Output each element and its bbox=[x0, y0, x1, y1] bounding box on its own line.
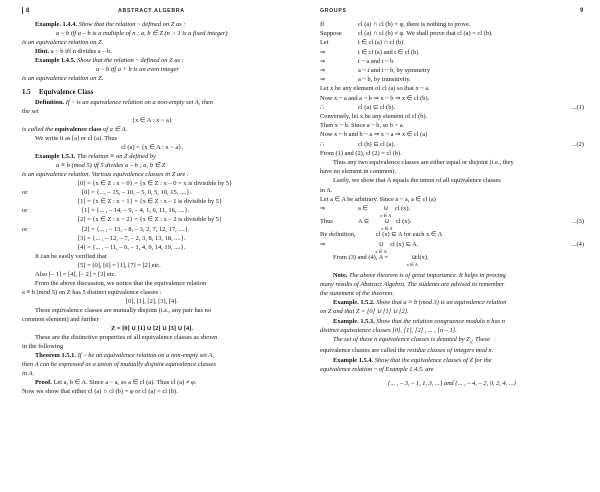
implication-text-1: t ∈ cl (a) and t ∈ cl (b) bbox=[358, 48, 419, 56]
therefore-icon-2: ∴ bbox=[320, 140, 325, 148]
from-1-and-2-line: From (1) and (2), cl (2) = cl (b). bbox=[320, 149, 402, 157]
section-title: Equivalence Class bbox=[39, 88, 94, 96]
union-operator-icon-4: ∪ x ∈ A bbox=[398, 253, 413, 262]
or-label-3: or bbox=[22, 225, 28, 233]
class-0-b-row bbox=[22, 188, 282, 197]
union-row-1 bbox=[320, 204, 584, 219]
left-head-title: ABSTRACT ALGEBRA bbox=[118, 8, 185, 14]
example-1-5-3-label: Example. 1.5.3. bbox=[333, 317, 375, 325]
example-1-4-4 bbox=[22, 20, 282, 29]
example-1-5-4-label: Example 1.5.4. bbox=[333, 356, 374, 364]
example-1-5-2-text: Show that a ≡ b (mod 3) is an equivalence relation bbox=[376, 299, 507, 307]
union-cl-2: cl (x). bbox=[396, 218, 412, 226]
suppose-label: Suppose bbox=[320, 30, 342, 38]
proof-text: Let a, b ∈ A. Since a ~ a, so a ∈ cl (a). Thus cl (a) ≠ φ. bbox=[53, 379, 197, 387]
suppose-text: cl (a) ∩ cl (b) ≠ φ. We shall prove that cl (a) = cl (b). bbox=[358, 30, 493, 38]
example-1-5-3-text: Show that the relation congruence modulo n has n bbox=[376, 317, 505, 325]
implies-arrow-icon-5: ⇒ bbox=[320, 205, 326, 213]
example-1-5-1-tail: is an equivalence relation. Various equivalence classes in Z are : bbox=[22, 171, 190, 179]
left-running-head bbox=[22, 8, 282, 20]
note-text: The above theorem is of great importance. It helps in proving bbox=[348, 271, 506, 279]
z-union-equation: Z = [0] ∪ [1] ∪ [2] ∪ [3] ∪ [4]. bbox=[110, 325, 194, 333]
then-line: Then x ~ b. Since a ~ b, so b ~ a. bbox=[320, 122, 405, 130]
zn-subscript: n bbox=[469, 339, 472, 345]
write-line: We write it as [a] or cl (a). Thus bbox=[35, 135, 118, 143]
section-heading-1-5 bbox=[22, 88, 282, 97]
let-text: t ∈ cl (a) ∩ cl (b). bbox=[358, 39, 405, 47]
example-1-5-1-text: The relation ≡ on Z defined by bbox=[77, 153, 156, 161]
if-label: If bbox=[320, 21, 325, 28]
example-1-5-3-text-3 bbox=[320, 335, 584, 346]
thus-label: Thus bbox=[320, 218, 333, 226]
left-body-text bbox=[22, 20, 282, 396]
by-definition-label: By definition, bbox=[320, 231, 356, 239]
theorem-text-3: in A. bbox=[22, 370, 35, 378]
union-operator-icon-1: ∪ x ∈ A bbox=[378, 204, 393, 213]
right-folio: 9 bbox=[579, 8, 584, 14]
hint-text: a ~ b iff n divides a – b. bbox=[50, 48, 112, 56]
definition-label: Definition. bbox=[35, 98, 65, 106]
by-definition-text: cl (x) ⊆ A for each x ∈ A bbox=[376, 231, 443, 239]
class-1-b-row bbox=[22, 206, 282, 215]
lastly-line: Lastly, we show that A equals the union of all equivalence classes bbox=[333, 177, 501, 185]
classes-list: [0], [1], [2], [3], [4]. bbox=[125, 297, 178, 305]
right-page bbox=[300, 0, 600, 492]
suppose-row bbox=[320, 29, 584, 38]
let-a-line: Let a ∈ A be arbitrary. Since a ~ a, a ∈ cl (a) bbox=[320, 195, 436, 203]
implies-arrow-icon-4: ⇒ bbox=[320, 76, 326, 84]
right-running-head bbox=[320, 8, 584, 20]
implies-arrow-icon-2: ⇒ bbox=[320, 57, 326, 65]
verified-line: It can be easily verified that bbox=[35, 252, 107, 260]
example-1-5-1-label: Example 1.5.1. bbox=[35, 153, 76, 161]
example-1-5-1 bbox=[22, 152, 282, 161]
lastly-line-2: in A. bbox=[320, 186, 333, 194]
example-1-4-4-label: Example. 1.4.4. bbox=[35, 21, 78, 28]
union-cl-4: cl(x). bbox=[414, 253, 429, 261]
now-x-line: Now x ~ a and a ~ b ⇒ x ~ b ⇒ x ∈ cl (b). bbox=[320, 94, 430, 102]
union-row-2 bbox=[320, 217, 584, 232]
right-body-text bbox=[320, 20, 584, 388]
implication-row-1 bbox=[320, 48, 584, 57]
implication-text-4: a ~ b, by transitivity. bbox=[358, 76, 411, 84]
if-text: cl (a) ∩ cl (b) = φ, there is nothing to prove. bbox=[358, 21, 471, 28]
from-3-and-4-text: From (3) and (4), A = bbox=[333, 253, 389, 261]
example-1-5-2 bbox=[320, 298, 584, 307]
note-label: Note. bbox=[333, 271, 348, 279]
cl-definition: cl (a) = {x ∈ A : x ~ a}. bbox=[121, 144, 183, 152]
conclusion-text-2: cl (b) ⊆ cl (a). bbox=[358, 140, 396, 148]
or-label-2: or bbox=[22, 207, 28, 215]
equation-tag-4: ...(4) bbox=[571, 240, 584, 248]
union-cl-1: cl (x). bbox=[394, 205, 411, 213]
union-subscript-1: x ∈ A bbox=[380, 213, 392, 219]
residue-set-text: The set of these n equivalence classes is denoted by Z bbox=[333, 336, 470, 343]
example-1-5-4-text: Show that the equivalence classes of Z for the bbox=[374, 356, 492, 364]
a-subset-label: A ⊆ bbox=[358, 218, 370, 226]
let-row bbox=[320, 38, 584, 47]
example-1-4-5-equation: a ~ b iff a + b is an even integer bbox=[96, 66, 179, 74]
hint-label: Hint. bbox=[35, 48, 50, 56]
example-1-4-4-tail: is an equivalence relation on Z. bbox=[22, 39, 104, 47]
definition-line bbox=[22, 98, 282, 107]
note-text-2: many results of Abstract Algebra. The students are advised to remember bbox=[320, 280, 505, 288]
theorem-text-2: then A can be expressed as a union of mutually disjoint equivalence classes bbox=[22, 361, 217, 369]
section-number: 1.5 bbox=[22, 88, 31, 96]
equivalence-class-bold: equivalence class bbox=[54, 126, 102, 134]
implication-row-3 bbox=[320, 66, 584, 75]
equation-tag-2: ...(2) bbox=[571, 140, 584, 148]
disjoint-line: These equivalence classes are mutually disjoint (i.e., any pair has no bbox=[35, 306, 212, 314]
conversely-line: Conversely, let x be any element of cl (b). bbox=[320, 113, 428, 121]
thus-line: Thus any two equivalence classes are either equal or disjoint (i.e., they bbox=[333, 159, 514, 167]
example-1-5-2-text-2: on Z and that Z = [0] ∪ [1] ∪ [2]. bbox=[320, 308, 409, 316]
distinctive-line: These are the distinctive properties of all equivalence classes as shown bbox=[35, 334, 218, 342]
theorem-1-5-1 bbox=[22, 351, 282, 360]
left-folio: 8 bbox=[22, 8, 30, 14]
implication-row-4 bbox=[320, 75, 584, 84]
from-above-line: From the above discussion, we notice that the equivalence relation bbox=[35, 279, 207, 287]
example-1-4-4-equation: a ~ b iff a – b is a multiple of n ; a, b ∈ Z (n > 1 is a fixed integer) bbox=[56, 30, 228, 38]
class-2-b-row bbox=[22, 225, 282, 234]
class-0-b: [0] = {..., – 15, – 10, – 5, 0, 5, 10, 15, ....}. bbox=[82, 189, 192, 197]
from-3-and-4-line bbox=[320, 252, 584, 267]
union-subscript-2: x ∈ A bbox=[381, 226, 393, 232]
class-2-b: [2] = {... , – 13, – 8, – 3, 2, 7, 12, 17, ....}. bbox=[82, 225, 190, 233]
equation-tag-3: ...(3) bbox=[571, 218, 584, 226]
example-1-4-5-text: Show that the relation ~ defined on Z as : bbox=[77, 57, 184, 65]
implies-arrow-icon-1: ⇒ bbox=[320, 48, 326, 56]
also-line: Also [– 1] = [4], [– 2] = [3] etc. bbox=[35, 270, 117, 278]
example-1-5-1-equation: a ≡ b (mod 5) iff 5 divides a – b ; a, b ∈ Z bbox=[56, 162, 166, 170]
hint-line bbox=[22, 47, 282, 56]
conclusion-text-1: cl (a) ⊆ cl (b). bbox=[358, 103, 396, 111]
note-text-3: the statement of the theorem. bbox=[320, 289, 394, 297]
union-text-1 bbox=[358, 204, 584, 219]
disjoint-line-2: common element) and further bbox=[22, 316, 99, 323]
example-1-5-3-text-2: distinct equivalence classes [0], [1], [2] , ... , [n – 1]. bbox=[320, 326, 457, 334]
a-in-label: a ∈ bbox=[358, 205, 369, 213]
proof-text-2: Now we show that either cl (a) ∩ cl (b) = φ or cl (a) = cl (b). bbox=[22, 388, 178, 396]
example-1-4-4-text: Show that the relation ~ defined on Z as : bbox=[78, 21, 186, 28]
implication-row-2 bbox=[320, 57, 584, 66]
union-subscript-3: x ∈ A bbox=[375, 248, 387, 254]
called-line: is called the equivalence class of a ∈ A. bbox=[22, 126, 128, 134]
proof-label: Proof. bbox=[35, 379, 52, 387]
by-definition-row bbox=[320, 230, 584, 239]
verified-equations: [5] = [0], [6] = [1], [7] = [2] etc. bbox=[78, 261, 161, 269]
theorem-text: If ~ be an equivalence relation on a non-empty set A, bbox=[77, 352, 214, 360]
if-row bbox=[320, 20, 584, 29]
example-1-5-4-text-2: equivalence relation ~ of Example 1.4.5. are bbox=[320, 365, 434, 373]
residue-set-text-tail: . These bbox=[471, 336, 490, 343]
implication-text-2: t ~ a and t ~ b bbox=[358, 57, 394, 65]
right-head-title: GROUPS bbox=[320, 8, 347, 14]
implies-arrow-icon-6: ⇒ bbox=[320, 240, 326, 248]
class-0-a: [0] = {x ∈ Z : x ~ 0} = {x ∈ Z : x – 0 = x is divisible by 5} bbox=[78, 180, 233, 188]
therefore-icon-1: ∴ bbox=[320, 103, 325, 111]
example-1-4-5 bbox=[22, 56, 282, 65]
now-xb-line: Now x ~ b and b ~ a ⇒ x ~ a ⇒ x ∈ cl (a) bbox=[320, 131, 428, 139]
union-cl-3: cl (x) ⊆ A. bbox=[390, 240, 419, 248]
conclusion-row-1 bbox=[320, 103, 584, 112]
example-1-4-5-label: Example 1.4.5. bbox=[35, 57, 76, 65]
theorem-label: Theorem 1.5.1. bbox=[35, 352, 77, 360]
example-1-5-4 bbox=[320, 356, 584, 365]
union-subscript-4: x ∈ A bbox=[406, 261, 419, 267]
class-2-a: [2] = {x ∈ Z : x ~ 2} = {x ∈ Z : x – 2 is divisible by 5} bbox=[78, 216, 223, 224]
implication-text-3: a ~ t and t ~ b, by symmetry bbox=[358, 67, 431, 75]
note-line bbox=[320, 271, 584, 280]
class-3: [3] = {... , – 12, – 7, – 2, 3, 8, 13, 18, ....}. bbox=[78, 234, 186, 242]
definition-text: If ~ is an equivalence relation on a non-empty set A, then bbox=[65, 98, 213, 106]
or-label-1: or bbox=[22, 189, 28, 197]
from-above-line-2: a ≡ b (mod 5) on Z has 5 distinct equivalence classes : bbox=[22, 288, 162, 296]
class-1-a: [1] = {x ∈ Z : x ~ 1} = {x ∈ Z : x – 1 is divisible by 5} bbox=[78, 198, 223, 206]
union-text-2 bbox=[358, 217, 566, 232]
implies-arrow-icon-3: ⇒ bbox=[320, 67, 326, 75]
union-row-3 bbox=[320, 239, 584, 254]
example-1-5-4-sets: {... , – 3, – 1, 1, 3, ...} and {... , – 4, – 2, 0, 2, 4, ...} bbox=[387, 379, 517, 387]
distinctive-line-2: in the following bbox=[22, 343, 64, 351]
union-operator-icon-3: ∪ x ∈ A bbox=[374, 240, 389, 249]
example-1-5-3-text-4: equivalence classes are called the residue classes of integers mod n. bbox=[320, 347, 494, 355]
equation-tag-1: ...(1) bbox=[571, 103, 584, 111]
definition-text-cont: the set bbox=[22, 107, 39, 115]
thus-line-2: have no element in common). bbox=[320, 168, 397, 176]
equivalence-class-set: {x ∈ A : x ~ a} bbox=[132, 116, 172, 124]
example-1-4-5-tail: is an equivalence relation on Z. bbox=[22, 75, 104, 83]
conclusion-row-2 bbox=[320, 140, 584, 149]
let-x-line: Let x be any element of cl (a) so that x ~ a. bbox=[320, 85, 430, 93]
let-label: Let bbox=[320, 39, 329, 47]
proof-line bbox=[22, 378, 282, 387]
example-1-5-2-label: Example. 1.5.2. bbox=[333, 299, 375, 307]
class-1-b: [1] = {... , – 14, – 9, – 4, 1, 6, 11, 16, ....}. bbox=[82, 207, 190, 215]
union-operator-icon-2: ∪ x ∈ A bbox=[379, 217, 394, 226]
union-text-3 bbox=[358, 239, 566, 254]
example-1-5-3 bbox=[320, 317, 584, 326]
class-4: [4] = {... , – 11, – 6, – 1, 4, 9, 14, 19, ....}. bbox=[78, 243, 186, 251]
